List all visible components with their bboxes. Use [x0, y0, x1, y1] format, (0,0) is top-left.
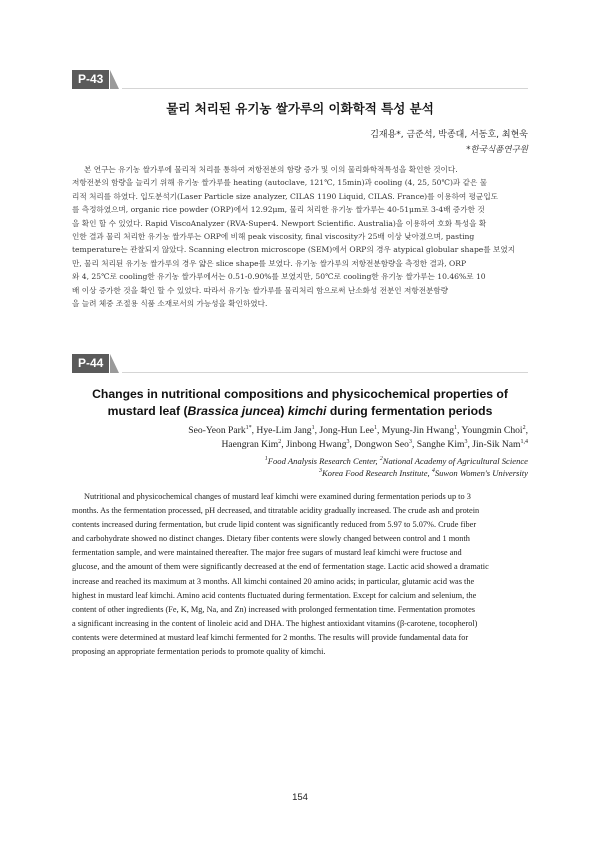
author-name: , Hye-Lim Jang [251, 425, 312, 436]
section-tag-p44 [72, 354, 119, 373]
abstract-body-ko [72, 163, 528, 310]
author-mark: 3 [346, 438, 350, 445]
author-line [72, 438, 528, 452]
affiliation-mark: 2 [379, 456, 383, 463]
abstract-line: 본 연구는 유기농 쌀가루에 물리적 처리를 통하여 저항전분의 함량 증가 및 이의 물리화학적특성을 확인한 것이다. [84, 165, 458, 174]
author-name: , Jong-Hun Lee [314, 425, 374, 436]
abstract-line: glucose, and the amount of them were significantly decreased at the end of fermentation stage. Lactic acid showed a dramatic [72, 562, 489, 572]
author-mark: 3 [464, 438, 468, 445]
tag-decoration [110, 70, 119, 89]
abstract-line: 를 측정하였으며, organic rice powder (ORP)에서 12.92μm, 물리 처리한 유기농 쌀가루는 40-51μm로 3-4배 증가한 것 [72, 205, 485, 215]
abstract-line: temperature는 관찰되지 않았다. Scanning electron microscope (SEM)에서 ORP의 경우 atypical globular shape를 보였지 [72, 245, 516, 255]
abstract-line: and carbohydrate showed no distinct changes. Dietary fiber contents were slowly changed between control and 1 month [72, 534, 470, 544]
author-list-en [72, 424, 528, 452]
author-name: , Sanghe Kim [411, 439, 465, 450]
abstract-line: a significant increasing in the content of linoleic acid and DHA. The highest antioxidant vitamins (β-carotene, tocopherol) [72, 618, 478, 628]
abstract-line: increase and reached its maximum at 3 months. All kimchi contained 20 amino acids; in particular, glutamic acid was the [72, 576, 475, 586]
abstract-line: 인한 결과 물리 처리한 유기농 쌀가루는 ORP에 비해 peak viscosity, final viscosity가 25배 이상 낮아졌으며, pasting [72, 232, 475, 242]
abstract-line: Nutritional and physicochemical changes of mustard leaf kimchi were examined during fermentation periods up to 3 [84, 492, 471, 501]
affiliation-mark: 3 [318, 468, 322, 475]
author-line [72, 424, 528, 438]
author-name: , Jin-Sik Nam [467, 439, 521, 450]
affiliation-line [72, 467, 528, 479]
author-mark: 3 [408, 438, 412, 445]
author-mark: 1 [454, 424, 458, 431]
affiliation-text: Korea Food Research Institute, [321, 468, 432, 478]
section-tag-p43 [72, 70, 119, 89]
abstract-line: 을 확인 할 수 있었다. Rapid ViscoAnalyzer (RVA-Super4. Newport Scientific. Australia)을 이용하여 호화 특성을 확 [72, 218, 487, 228]
author-mark: 2 [278, 438, 282, 445]
author-list-ko: 김재용*, 금준석, 박종대, 서동호, 최현욱 [370, 130, 528, 140]
title-text: during fermentation periods [326, 404, 493, 418]
author-name: Seo-Yeon Park [188, 425, 246, 436]
author-name: , Dongwon Seo [349, 439, 409, 450]
abstract-line: 배 이상 증가한 것을 확인 할 수 있었다. 따라서 유기농 쌀가루를 물리처리 함으로써 난소화성 전분인 저항전분함량 [72, 285, 449, 295]
abstract-line: 와 4, 25℃로 cooling한 유기농 쌀가루에서는 0.51-0.90%를 보였지만, 50℃로 cooling한 유기농 쌀가루는 10.46%로 10 [72, 272, 486, 282]
author-separator: , [525, 425, 528, 436]
tag-decoration [110, 354, 119, 373]
abstract-line: months. As the fermentation processed, pH decreased, and titratable acidity gradually increased. The crude ash and protein [72, 506, 480, 516]
author-mark: 1* [245, 424, 252, 431]
author-mark: 2 [522, 424, 526, 431]
affiliation-text: Suwon Women's University [434, 468, 528, 478]
abstract-line: fermentation sample, and were maintained thereafter. The major free sugars of mustard leaf kimchi were fructose and [72, 548, 462, 558]
affiliation-text: National Academy of Agricultural Science [382, 456, 528, 466]
section-divider [122, 372, 528, 373]
abstract-line: 만, 물리 처리된 유기농 쌀가루의 경우 얇은 slice shape를 보였다. 유기농 쌀가루의 저항전분함량을 측정한 결과, ORP [72, 258, 467, 268]
author-mark: 1 [311, 424, 315, 431]
title-text: mustard leaf ( [107, 404, 188, 418]
affiliation-en [72, 455, 528, 479]
section-divider [122, 88, 528, 89]
section-tag-label: P-43 [72, 70, 109, 89]
affiliation-text: Food Analysis Research Center, [267, 456, 380, 466]
abstract-line: contents were determined at mustard leaf kimchi fermented for 2 months. The results will provide fundamental data for [72, 632, 469, 642]
affiliation-ko: *한국식품연구원 [466, 145, 528, 155]
author-name: , Myung-Jin Hwang [377, 425, 455, 436]
title-text: ) [280, 404, 288, 418]
abstract-title-ko: 물리 처리된 유기농 쌀가루의 이화학적 특성 분석 [166, 101, 434, 116]
abstract-line: 을 늘려 체중 조절용 식품 소재로서의 가능성을 확인하였다. [72, 299, 268, 309]
section-tag-label: P-44 [72, 354, 109, 373]
affiliation-line [72, 455, 528, 467]
page-number: 154 [292, 792, 308, 803]
abstract-body-en [72, 490, 528, 659]
title-line: Changes in nutritional compositions and physicochemical properties of [92, 387, 508, 401]
abstract-line: content of other ingredients (Fe, K, Mg, Na, and Zn) increased with prolonged fermentation time. Fermentation promotes [72, 604, 475, 614]
author-mark: 1 [374, 424, 377, 431]
author-mark: 1,4 [520, 438, 528, 445]
abstract-line: proposing an appropriate fermentation periods to promote quality of kimchi. [72, 647, 326, 657]
affiliation-mark: 1 [264, 456, 268, 463]
species-name: Brassica juncea [187, 404, 281, 418]
author-name: Haengran Kim [221, 439, 279, 450]
title-line [72, 403, 528, 420]
kimchi-word: kimchi [287, 404, 327, 418]
abstract-title-en [72, 386, 528, 420]
affiliation-mark: 4 [431, 468, 435, 475]
author-name: , Youngmin Choi [457, 425, 523, 436]
abstract-line: 리적 처리를 하였다. 입도분석기(Laser Particle size analyzer, CILAS 1190 Liquid, CILAS. France)를 이용하여 평균입도 [72, 191, 498, 201]
author-name: , Jinbong Hwang [281, 439, 347, 450]
abstract-line: highest in mustard leaf kimchi. Amino acid contents fluctuated during fermentation. Except for calcium and selenium, the [72, 590, 477, 600]
abstract-line: 저항전분의 함량을 늘리기 위해 유기농 쌀가루를 heating (autoclave, 121℃, 15min)과 cooling (4, 25, 50℃)과 같은 물 [72, 178, 488, 188]
abstract-line: contents increased during fermentation, but crude lipid content was significantly reduced from 5.97 to 5.07%. Crude fiber [72, 520, 477, 530]
